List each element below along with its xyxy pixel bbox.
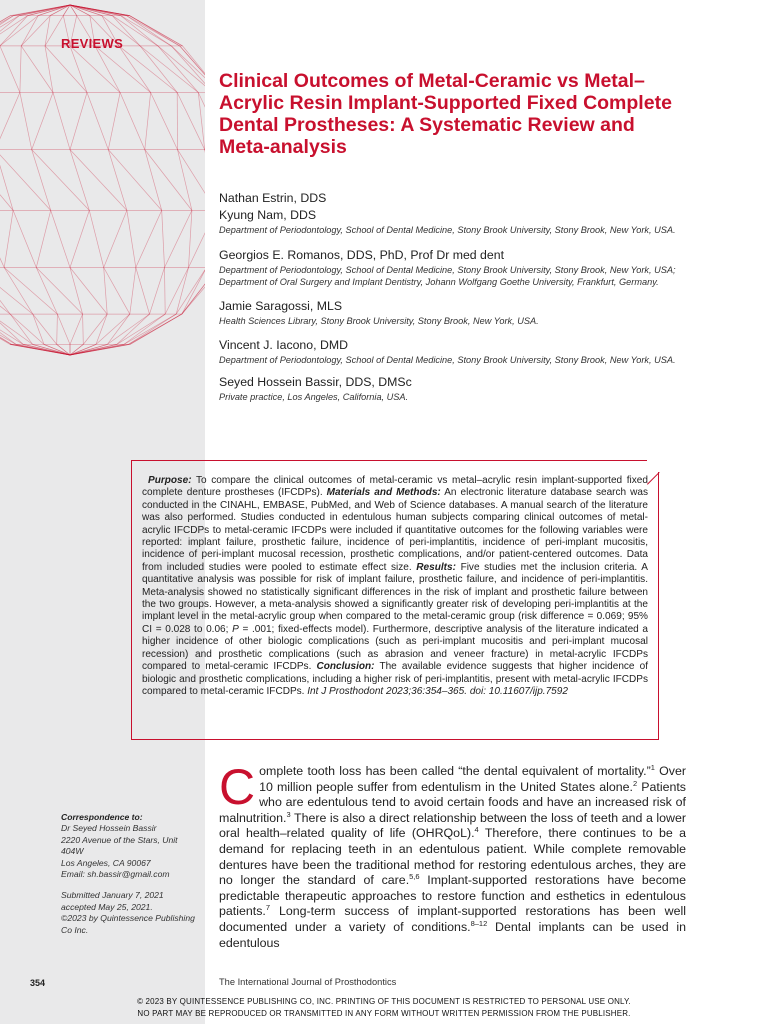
body-sentence: Over 10 million people suffer from edentulism in the United States alone. bbox=[259, 764, 687, 794]
globe-line bbox=[140, 46, 198, 93]
globe-line bbox=[0, 150, 13, 211]
article-title: Clinical Outcomes of Metal-Ceramic vs Metal–Acrylic Resin Implant-Supported Fixed Complete Dental Prostheses: A Systematic Review and Meta-analysis bbox=[219, 70, 672, 158]
abstract-citation: Int J Prosthodont 2023;36:354–365. doi: 10.11607/ijp.7592 bbox=[307, 685, 568, 697]
body-sentence: There is also a direct relationship between the loss of teeth and a lower oral health–related quality of life (OHRQoL). bbox=[219, 810, 686, 841]
author-affiliation: Department of Periodontology, School of Dental Medicine, Stony Brook University, Stony Brook, New York, USA; Department of Oral Surgery and Implant Dentistry, Johann Wolfgang Goethe University, Frankfurt, Germany. bbox=[219, 265, 676, 287]
globe-line bbox=[189, 210, 192, 267]
globe-line bbox=[0, 93, 20, 150]
globe-line bbox=[70, 5, 130, 16]
author-name: Georgios E. Romanos, DDS, PhD, Prof Dr med dent bbox=[219, 248, 504, 262]
body-sentence: omplete tooth loss has been called “the dental equivalent of mortality.” bbox=[259, 764, 651, 778]
abstract-conclusion: The available evidence suggests that higher incidence of biologic and prosthetic complications, including a higher risk of peri-implantitis, present with metal-acrylic IFCDPs compared to metal-ceramic IFCDPs. bbox=[142, 661, 648, 697]
globe-line bbox=[145, 93, 151, 150]
abstract-conclusion-label: Conclusion: bbox=[316, 661, 375, 673]
abstract-methods-label: Materials and Methods: bbox=[326, 487, 441, 499]
globe-line bbox=[120, 93, 145, 150]
correspondence-line: Dr Seyed Hossein Bassir bbox=[61, 823, 157, 834]
correspondence-heading: Correspondence to: bbox=[61, 812, 143, 822]
body-text bbox=[219, 759, 687, 951]
p-value-symbol: P bbox=[232, 623, 239, 635]
author-name: Seyed Hossein Bassir, DDS, DMSc bbox=[219, 375, 412, 389]
globe-line bbox=[96, 314, 107, 344]
author-name: Kyung Nam, DDS bbox=[219, 208, 317, 222]
globe-line bbox=[57, 314, 70, 344]
globe-line bbox=[104, 268, 108, 315]
citation-ref: 7 bbox=[265, 903, 271, 913]
globe-line bbox=[70, 150, 89, 211]
author-name: Nathan Estrin, DDS bbox=[219, 191, 327, 205]
globe-line bbox=[0, 46, 20, 93]
globe-line bbox=[128, 314, 176, 344]
citation-ref: 1 bbox=[650, 762, 655, 772]
globe-line bbox=[36, 210, 50, 267]
copyright-line: ©2023 by Quintessence Publishing Co Inc. bbox=[61, 913, 195, 935]
globe-line bbox=[10, 314, 33, 344]
body-sentence: Long-term success of implant-supported restorations has been well documented under a variety of conditions. bbox=[219, 904, 686, 934]
globe-line bbox=[108, 150, 127, 211]
author-name: Vincent J. Iacono, DMD bbox=[219, 338, 348, 352]
citation-ref: 4 bbox=[474, 825, 479, 835]
globe-line bbox=[51, 210, 70, 267]
date-line: accepted May 25, 2021. bbox=[61, 901, 153, 912]
globe-line bbox=[96, 314, 130, 344]
globe-line bbox=[178, 150, 206, 211]
globe-line bbox=[176, 268, 205, 315]
author-block bbox=[219, 207, 689, 236]
submission-dates bbox=[61, 890, 201, 936]
globe-line bbox=[176, 268, 188, 315]
author-block bbox=[219, 337, 689, 366]
body-sentence: Dental implants can be used in edentulous bbox=[219, 919, 686, 950]
globe-line bbox=[70, 314, 83, 344]
abstract-purpose: To compare the clinical outcomes of metal-ceramic vs metal–acrylic resin implant-supported fixed complete denture prostheses (IFCDPs). bbox=[142, 475, 648, 499]
globe-line bbox=[151, 93, 178, 150]
globe-line bbox=[10, 314, 44, 344]
globe-line bbox=[89, 210, 103, 267]
globe-line bbox=[119, 46, 177, 93]
globe-line bbox=[127, 210, 136, 267]
author-list bbox=[219, 190, 689, 408]
globe-line bbox=[124, 314, 176, 344]
globe-line bbox=[83, 314, 107, 344]
globe-line bbox=[0, 150, 13, 211]
globe-line bbox=[70, 93, 87, 150]
globe-line bbox=[45, 46, 87, 93]
globe-line bbox=[20, 93, 32, 150]
globe-line bbox=[21, 46, 53, 93]
correspondence-info bbox=[61, 812, 201, 936]
globe-line bbox=[57, 314, 58, 344]
author-block bbox=[219, 247, 689, 288]
globe-line bbox=[189, 210, 206, 267]
author-affiliation: Private practice, Los Angeles, California, USA. bbox=[219, 392, 409, 402]
abstract-results: Five studies met the inclusion criteria. A quantitative analysis was possible for risk of implant failure, prosthetic failure, and incidence of peri-implantitis. Meta-analysis showed no statistically significant differences in the risk of implant and prosthetic failure between the two groups. However, a meta-analysis showed a significantly greater risk of developing peri-implantitis at the implant level in the metal-acrylic group when compared to the metal-ceramic group (risk difference = 0.069; 95% CI = 0.028 to 0.06; bbox=[142, 561, 648, 635]
drop-cap: C bbox=[219, 759, 256, 815]
globe-line bbox=[162, 210, 165, 267]
globe-line bbox=[104, 268, 130, 315]
globe-line bbox=[127, 16, 172, 46]
citation-ref: 2 bbox=[632, 778, 638, 788]
globe-line bbox=[70, 210, 89, 267]
copyright-line: © 2023 BY QUINTESSENCE PUBLISHING CO, INC. PRINTING OF THIS DOCUMENT IS RESTRICTED TO PERSONAL USE ONLY. bbox=[137, 996, 631, 1006]
globe-line bbox=[95, 46, 120, 93]
globe-line bbox=[70, 268, 83, 315]
globe-line bbox=[0, 150, 51, 211]
globe-line bbox=[33, 314, 57, 344]
globe-line bbox=[117, 314, 165, 344]
abstract-methods: An electronic literature database search was conducted in the CINAHL, EMBASE, PubMed, and Web of Science databases. A manual search of the literature was also performed. Studies conducted in edentulous human subjects comparing clinical outcomes of metal-acrylic IFCDPs to metal-ceramic IFCDPs were included if quantitative outcomes for the following variables were reported: implant failure, prosthetic failure, incidence of peri-implantitis, incidence of peri-implant mucositis, incidence of peri-implant mucosal recession, prosthetic complications, and/or patient-centered outcomes. Data from included studies were pooled to estimate effect size. bbox=[142, 487, 648, 573]
author-block bbox=[219, 374, 689, 403]
author-block bbox=[219, 298, 689, 327]
globe-line bbox=[150, 268, 165, 315]
author-name: Jamie Saragossi, MLS bbox=[219, 299, 343, 313]
globe-line bbox=[0, 210, 4, 267]
globe-line bbox=[107, 314, 130, 344]
date-line: Submitted January 7, 2021 bbox=[61, 890, 164, 901]
globe-line bbox=[36, 268, 57, 315]
globe-line bbox=[130, 16, 183, 46]
abstract-results-label: Results: bbox=[416, 561, 456, 573]
abstract-purpose-label: Purpose: bbox=[148, 475, 192, 486]
journal-name: The International Journal of Prosthodontics bbox=[219, 977, 397, 987]
copyright-notice bbox=[19, 996, 749, 1019]
globe-line bbox=[108, 150, 161, 211]
correspondence-email: Email: sh.bassir@gmail.com bbox=[61, 869, 170, 880]
globe-line bbox=[4, 210, 13, 267]
globe-line bbox=[177, 93, 205, 150]
globe-line bbox=[121, 16, 172, 46]
abstract-box bbox=[131, 460, 659, 740]
body-sentence: Patients who are edentulous tend to avoid certain foods and have an increased risk of malnutrition. bbox=[219, 779, 686, 825]
page-number: 354 bbox=[30, 978, 46, 988]
globe-line bbox=[198, 93, 204, 150]
copyright-line: NO PART MAY BE REPRODUCED OR TRANSMITTED IN ANY FORM WITHOUT WRITTEN PERMISSION FROM THE PUBLISHER. bbox=[137, 1007, 631, 1018]
author-block bbox=[219, 190, 689, 207]
citation-ref: 3 bbox=[286, 809, 291, 819]
globe-line bbox=[107, 314, 149, 344]
globe-line bbox=[83, 314, 84, 344]
globe-line bbox=[95, 46, 151, 93]
globe-line bbox=[70, 344, 130, 355]
author-affiliation: Department of Periodontology, School of Dental Medicine, Stony Brook University, Stony Brook, New York, USA. bbox=[219, 355, 676, 365]
globe-line bbox=[32, 150, 51, 211]
globe-line bbox=[28, 5, 70, 16]
correspondence-line: 2220 Avenue of the Stars, Unit 404W bbox=[61, 834, 178, 857]
globe-line bbox=[158, 46, 205, 93]
globe-line bbox=[130, 314, 182, 344]
globe-line bbox=[136, 268, 150, 315]
globe-line bbox=[4, 268, 57, 315]
author-affiliation: Health Sciences Library, Stony Brook University, Stony Brook, New York, USA. bbox=[219, 316, 539, 326]
globe-line bbox=[20, 46, 21, 93]
globe-line bbox=[4, 268, 33, 315]
globe-line bbox=[32, 93, 53, 150]
globe-line bbox=[108, 93, 120, 150]
globe-line bbox=[165, 268, 188, 315]
citation-ref: 8–12 bbox=[470, 918, 488, 928]
globe-line bbox=[130, 268, 136, 315]
globe-line bbox=[165, 210, 192, 267]
globe-line bbox=[104, 210, 127, 267]
globe-line bbox=[70, 46, 120, 93]
correspondence-line: Los Angeles, CA 90067 bbox=[61, 857, 151, 868]
globe-line bbox=[33, 314, 44, 344]
correspondence-block bbox=[61, 812, 201, 880]
globe-line bbox=[87, 93, 108, 150]
body-sentence: Therefore, there continues to be a demand for replacing teeth in an edentulous patient. While complete removable dentures have been the traditional method for restoring edentulous arches, they are no longer the standard of care. bbox=[219, 826, 686, 888]
globe-line bbox=[136, 210, 162, 267]
globe-line bbox=[70, 46, 87, 93]
globe-line bbox=[32, 150, 90, 211]
body-sentence: Implant-supported restorations have become predictable therapeutic approaches to restore function and esthetics in edentulous patients. bbox=[219, 873, 687, 919]
abstract-results-cont: = .001; fixed-effects model). Furthermore, descriptive analysis of the literature indicated a higher incidence of other biologic complications (such as peri-implant mucositis and peri-implant mucosal recession) and prosthetic complications (such as abrasion and veneer fracture) in metal-acrylic IFCDPs compared to metal-ceramic IFCDPs. bbox=[142, 623, 649, 673]
globe-line bbox=[45, 46, 53, 93]
citation-ref: 5,6 bbox=[409, 872, 420, 882]
globe-line bbox=[165, 268, 166, 315]
globe-line bbox=[53, 93, 70, 150]
globe-line bbox=[70, 150, 127, 211]
section-label: REVIEWS bbox=[61, 36, 124, 51]
globe-line bbox=[13, 210, 36, 267]
author-affiliation: Department of Periodontology, School of Dental Medicine, Stony Brook University, Stony Brook, New York, USA. bbox=[219, 225, 676, 235]
abstract-text bbox=[142, 475, 648, 698]
